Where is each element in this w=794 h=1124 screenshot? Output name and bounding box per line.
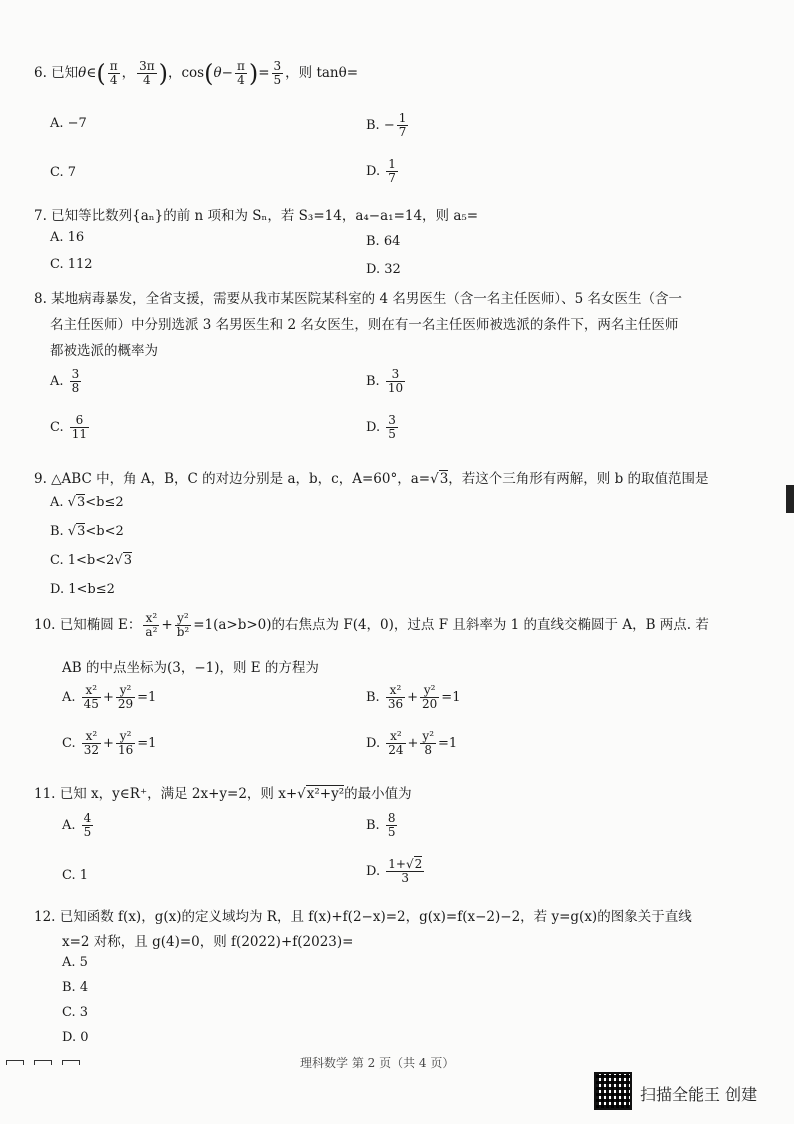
q10-option-a: A. $\frac{\text{x²}}{45}$ + $\frac{\text{y²}}{29}$ =1 <box>62 683 157 711</box>
q8-option-d: D. $\frac{3}{5}$ <box>366 413 396 441</box>
q12-option-a: A. 5 <box>62 955 88 970</box>
edge-tab-mark <box>786 485 794 513</box>
footer-corner-mark <box>34 1060 52 1065</box>
footer-corner-mark <box>6 1060 24 1065</box>
q9-stem: 9. △ABC 中，角 A，B，C 的对边分别是 a，b，c，A=60°，a=√3，若这个三角形有两解，则 b 的取值范围是 <box>34 471 709 487</box>
page-footer: 理科数学 第 2 页（共 4 页） <box>300 1056 455 1070</box>
q6-option-c: C. 7 <box>50 165 77 180</box>
scanner-watermark: 扫描全能王 创建 <box>640 1085 758 1104</box>
q9-option-a: A. √3<b≤2 <box>50 495 124 510</box>
q8-option-c: C. $\frac{6}{11}$ <box>50 413 88 441</box>
q6-option-a: A. −7 <box>50 116 87 131</box>
q12-option-d: D. 0 <box>62 1030 89 1045</box>
q11-option-d: D. $\frac{1+√2}{3}$ <box>366 857 423 885</box>
q7-option-d: D. 32 <box>366 262 401 277</box>
q7-option-c: C. 112 <box>50 257 93 272</box>
q7-option-a: A. 16 <box>50 230 85 245</box>
footer-corner-mark <box>62 1060 80 1065</box>
q8-option-b: B. $\frac{3}{10}$ <box>366 367 404 395</box>
q8-line1: 8. 某地病毒暴发，全省支援，需要从我市某医院某科室的 4 名男医生（含一名主任医师）、5 名女医生（含一 <box>34 291 682 307</box>
q8-line3: 都被选派的概率为 <box>50 343 158 359</box>
q7-option-b: B. 64 <box>366 234 401 249</box>
q9-option-c: C. 1<b<2√3 <box>50 553 132 568</box>
q6-option-d: D. $\frac{1}{7}$ <box>366 157 396 185</box>
q6-stem: 6. 已知θ∈( $\frac{\pi}{4}$ ， $\frac{3\pi}{4}$ )，cos(θ− $\frac{\pi}{4}$ )= $\frac{3}{5}$ ，则 tanθ= <box>34 59 359 88</box>
q12-option-b: B. 4 <box>62 980 89 995</box>
q10-stem: 10. 已知椭圆 E： $\frac{\text{x²}}{\text{a²}}$ + $\frac{\text{y²}}{\text{b²}}$ =1(a>b>0)的右焦点为 F(4，0)，过点 F 且斜率为 1 的直线交椭圆于 A，B 两点. 若 <box>34 611 709 639</box>
q9-option-b: B. √3<b<2 <box>50 524 124 539</box>
q11-stem: 11. 已知 x，y∈R⁺，满足 2x+y=2，则 x+√x²+y²的最小值为 <box>34 786 412 802</box>
q10-option-c: C. $\frac{\text{x²}}{32}$ + $\frac{\text{y²}}{16}$ =1 <box>62 729 157 757</box>
q10-option-b: B. $\frac{\text{x²}}{36}$ + $\frac{\text{y²}}{20}$ =1 <box>366 683 461 711</box>
q8-line2: 名主任医师）中分别选派 3 名男医生和 2 名女医生，则在有一名主任医师被选派的条件下，两名主任医师 <box>50 317 679 333</box>
q12-line1: 12. 已知函数 f(x)，g(x)的定义域均为 R，且 f(x)+f(2−x)=2，g(x)=f(x−2)−2，若 y=g(x)的图象关于直线 <box>34 909 692 925</box>
q12-line2: x=2 对称，且 g(4)=0，则 f(2022)+f(2023)= <box>62 934 354 950</box>
q6-option-b: B. − $\frac{1}{7}$ <box>366 111 407 139</box>
q10-line2: AB 的中点坐标为(3，−1)，则 E 的方程为 <box>62 660 319 676</box>
q12-option-c: C. 3 <box>62 1005 89 1020</box>
q11-option-b: B. $\frac{8}{5}$ <box>366 811 396 839</box>
q9-option-d: D. 1<b≤2 <box>50 582 115 597</box>
q8-option-a: A. $\frac{3}{8}$ <box>50 367 80 395</box>
q11-option-a: A. $\frac{4}{5}$ <box>62 811 92 839</box>
q10-option-d: D. $\frac{\text{x²}}{24}$ + $\frac{\text{y²}}{8}$ =1 <box>366 729 458 757</box>
q11-option-c: C. 1 <box>62 868 89 883</box>
qr-code-icon <box>594 1072 632 1110</box>
q7-stem: 7. 已知等比数列{aₙ}的前 n 项和为 Sₙ，若 S₃=14，a₄−a₁=14，则 a₅= <box>34 208 479 224</box>
